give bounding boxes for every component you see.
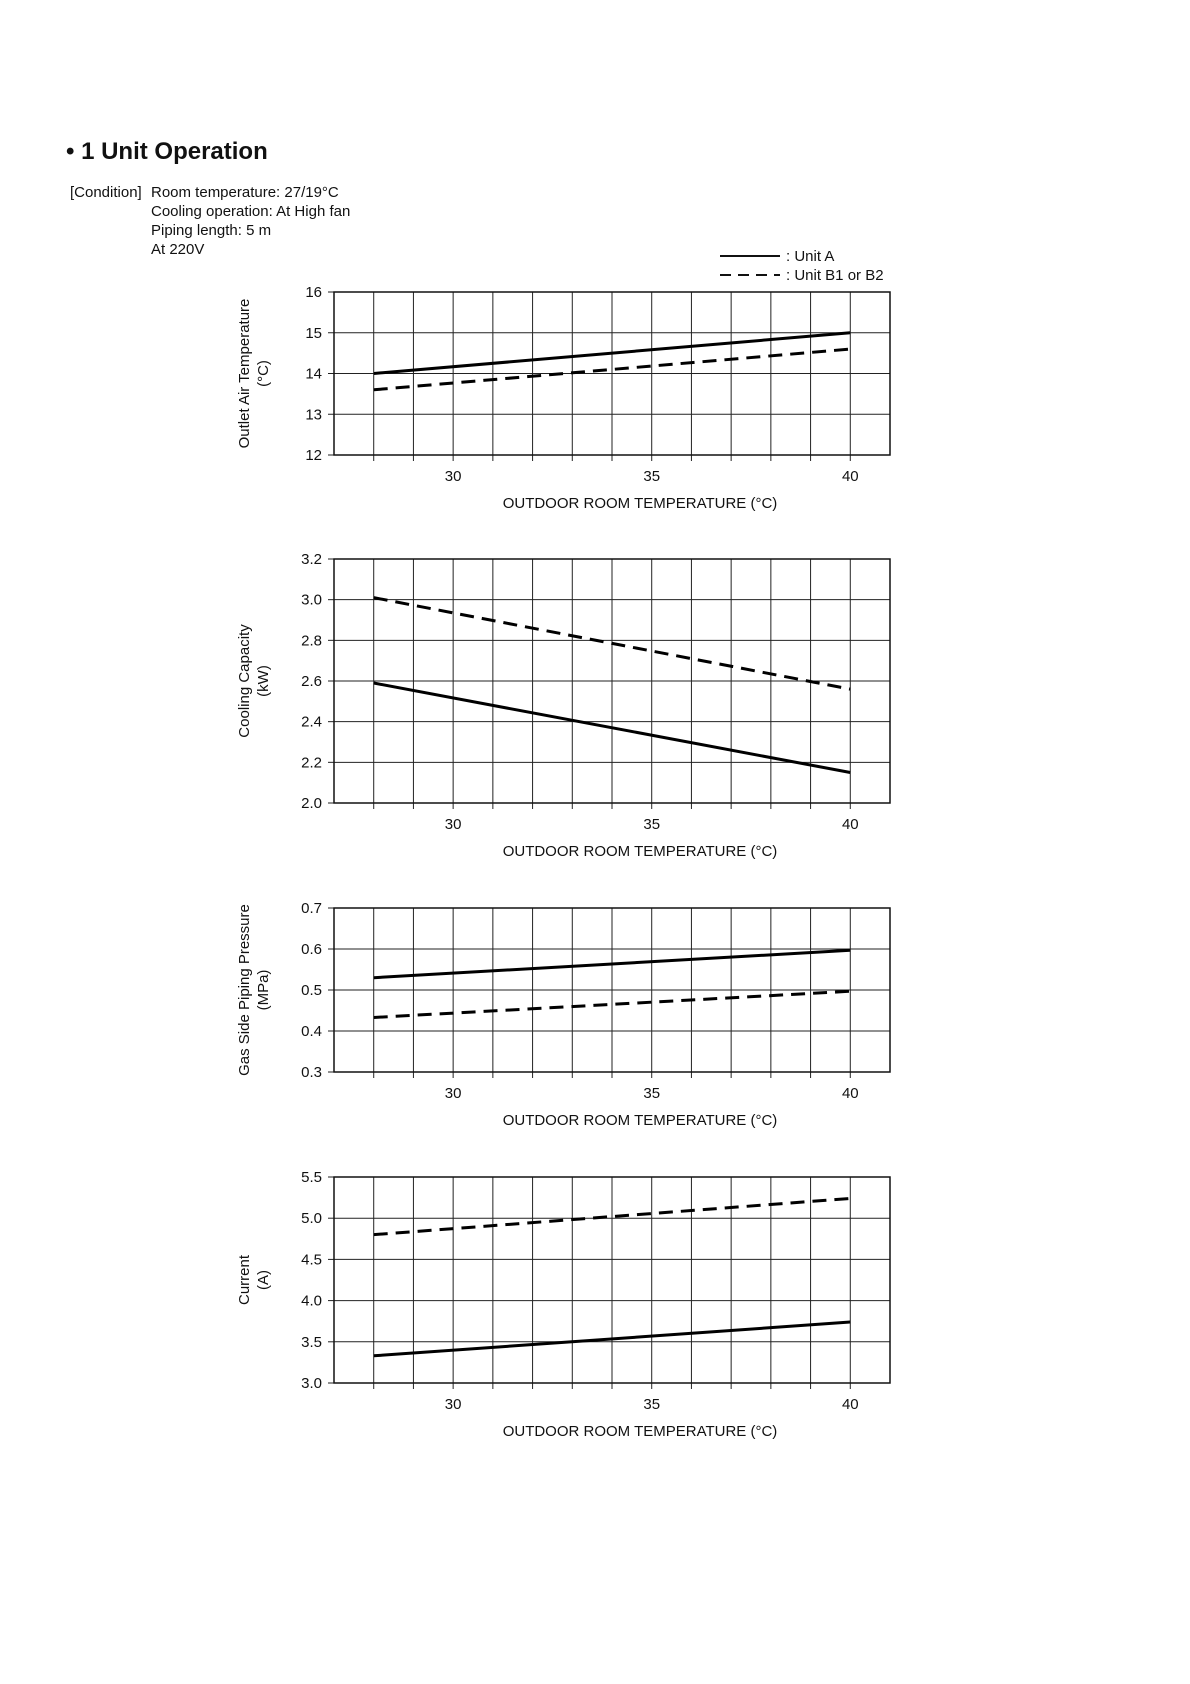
y-tick-label: 3.0 [301,591,322,609]
y-tick-label: 5.0 [301,1210,322,1228]
y-axis-label: Gas Side Piping Pressure [236,904,253,1076]
y-tick-label: 3.5 [301,1333,322,1351]
y-tick-label: 4.5 [301,1251,322,1269]
y-tick-label: 16 [305,284,322,301]
y-axis-label: Cooling Capacity [236,624,253,738]
x-tick-label: 40 [841,468,859,485]
x-tick-label: 35 [643,816,661,833]
x-tick-label: 35 [643,1396,661,1413]
legend-label-unit-b: : Unit B1 or B2 [786,267,884,284]
condition-piping-length: Piping length: 5 m [151,222,272,239]
y-tick-label: 0.5 [301,982,322,999]
x-tick-label: 40 [841,1085,859,1102]
y-tick-label: 15 [305,324,322,342]
x-tick-label: 40 [841,1396,859,1413]
y-axis-unit: (A) [255,1270,272,1290]
x-tick-label: 35 [643,468,661,485]
legend-label-unit-a: : Unit A [786,248,835,265]
y-axis-unit: (kW) [255,665,272,697]
y-tick-label: 3.0 [301,1375,322,1392]
y-tick-label: 2.2 [301,754,322,772]
y-axis-label: Outlet Air Temperature [236,298,253,449]
y-tick-label: 2.4 [301,713,322,731]
x-axis-label: OUTDOOR ROOM TEMPERATURE (°C) [502,495,778,512]
y-tick-label: 0.6 [301,941,322,958]
x-tick-label: 35 [643,1085,661,1102]
x-tick-label: 30 [444,816,462,833]
y-tick-label: 2.6 [301,673,322,690]
x-tick-label: 30 [444,468,462,485]
y-tick-label: 2.8 [301,632,322,650]
x-axis-label: OUTDOOR ROOM TEMPERATURE (°C) [502,1423,778,1440]
x-tick-label: 30 [444,1085,462,1102]
page-heading: • 1 Unit Operation [66,138,268,165]
y-tick-label: 0.3 [301,1064,322,1081]
y-tick-label: 4.0 [301,1292,322,1310]
x-tick-label: 40 [841,816,859,833]
y-tick-label: 13 [305,406,322,424]
y-tick-label: 0.7 [301,900,322,917]
y-axis-unit: (°C) [255,360,272,387]
condition-label: [Condition] [70,184,142,201]
y-axis-unit: (MPa) [255,969,272,1011]
condition-voltage: At 220V [151,241,205,258]
y-tick-label: 12 [305,447,322,464]
y-axis-label: Current [236,1254,253,1306]
x-tick-label: 30 [444,1396,462,1413]
y-tick-label: 2.0 [301,795,322,812]
y-tick-label: 0.4 [301,1023,322,1040]
y-tick-label: 14 [305,365,322,383]
x-axis-label: OUTDOOR ROOM TEMPERATURE (°C) [502,843,778,860]
y-tick-label: 3.2 [301,551,322,568]
y-tick-label: 5.5 [301,1169,322,1186]
condition-room-temperature: Room temperature: 27/19°C [151,184,339,201]
x-axis-label: OUTDOOR ROOM TEMPERATURE (°C) [502,1112,778,1129]
condition-cooling-operation: Cooling operation: At High fan [151,203,351,220]
